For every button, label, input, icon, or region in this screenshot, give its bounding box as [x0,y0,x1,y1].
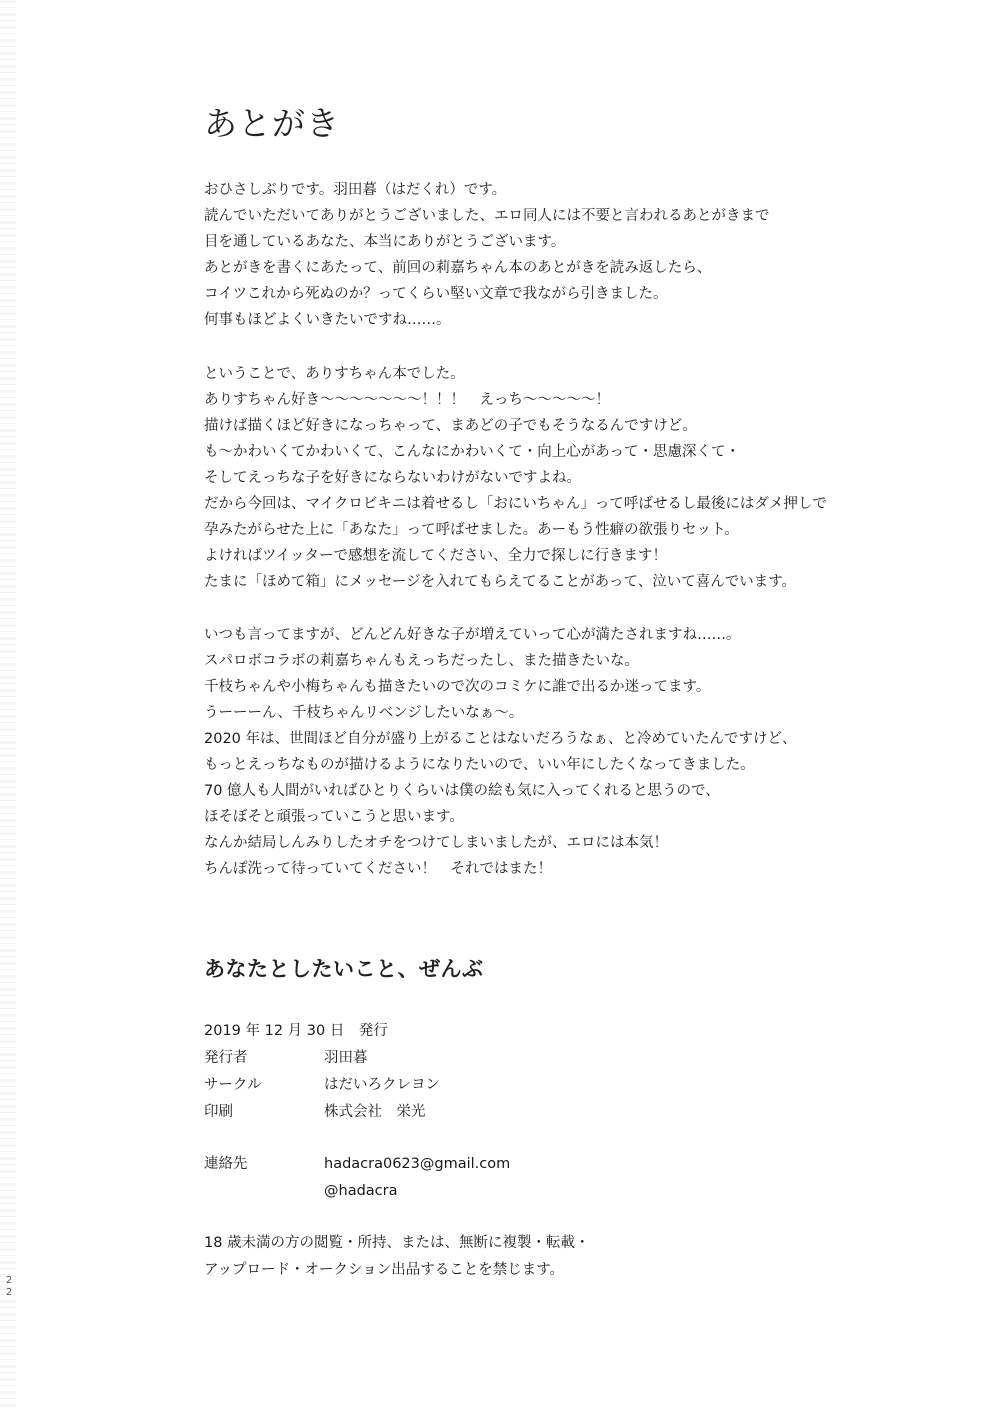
colophon-value: 羽田暮 [324,1050,368,1066]
publish-date: 2019 年 12 月 30 日 発行 [204,1023,388,1039]
text-line: 読んでいただいてありがとうございました、エロ同人には不要と言われるあとがきまで [204,208,770,224]
age-restriction-notice [204,1230,590,1284]
text-line: もっとえっちなものが描けるようになりたいので、いい年にしたくなってきました。 [204,757,755,773]
notice-line: アップロード・オークション出品することを禁じます。 [204,1262,565,1278]
text-line: あとがきを書くにあたって、前回の莉嘉ちゃん本のあとがきを読み返したら、 [204,260,712,276]
text-line: だから今回は、マイクロビキニは着せるし「おにいちゃん」って呼ばせるし最後にはダメ押しで [204,496,827,512]
contact-email: hadacra0623@gmail.com [324,1156,511,1172]
text-line: ほそぼそと頑張っていこうと思います。 [204,809,464,825]
colophon-value: 株式会社 栄光 [324,1104,426,1120]
text-line: スパロボコラボの莉嘉ちゃんもえっちだったし、また描きたいな。 [204,653,639,669]
text-line: なんか結局しんみりしたオチをつけてしまいましたが、エロには本気！ [204,835,668,851]
page-title: あとがき [204,104,340,143]
text-line: うーーーん、千枝ちゃんリベンジしたいなぁ〜。 [204,705,524,721]
text-line: よければツイッターで感想を流してください、全力で探しに行きます！ [204,548,667,564]
text-line: コイツこれから死ぬのか？ってくらい堅い文章で我ながら引きました。 [204,286,668,302]
colophon-value: はだいろクレヨン [324,1077,440,1093]
notice-line: 18 歳未満の方の閲覧・所持、または、無断に複製・転載・ [204,1235,590,1251]
text-line: も〜かわいくてかわいくて、こんなにかわいくて・向上心があって・思慮深くて・ [204,444,741,460]
text-line: 描けば描くほど好きになっちゃって、まあどの子でもそうなるんですけど。 [204,418,697,434]
colophon-label: 印刷 [204,1104,233,1120]
text-line: そしてえっちな子を好きにならないわけがないですよね。 [204,470,581,486]
contact-twitter: @hadacra [324,1183,398,1199]
text-line: いつも言ってますが、どんどん好きな子が増えていって心が満たされますね……。 [204,627,741,643]
book-title: あなたとしたいこと、ぜんぶ [204,957,484,981]
text-line: ありすちゃん好き〜〜〜〜〜〜〜！！！ えっち〜〜〜〜〜！ [204,392,610,408]
afterword-paragraph-2 [204,361,827,595]
text-line: 目を通しているあなた、本当にありがとうございます。 [204,234,566,250]
text-line: 2020 年は、世間ほど自分が盛り上がることはないだろうなぁ、と冷めていたんですけど、 [204,731,797,747]
afterword-paragraph-3 [204,622,797,882]
page-number: 22 [5,1275,13,1298]
afterword-paragraph-1 [204,177,770,333]
text-line: ちんぽ洗って待っていてください！ それではまた！ [204,861,552,877]
text-line: 孕みたがらせた上に「あなた」って呼ばせました。あーもう性癖の欲張りセット。 [204,522,739,538]
contact-label: 連絡先 [204,1156,248,1172]
colophon-label: サークル [204,1077,262,1093]
colophon-label: 発行者 [204,1050,248,1066]
text-line: 千枝ちゃんや小梅ちゃんも描きたいので次のコミケに誰で出るか迷ってます。 [204,679,711,695]
text-line: たまに「ほめて箱」にメッセージを入れてもらえてることがあって、泣いて喜んでいます。 [204,574,797,590]
text-line: 何事もほどよくいきたいですね……。 [204,312,451,328]
text-line: おひさしぶりです。羽田暮（はだくれ）です。 [204,182,507,198]
page-edge-texture [0,0,16,1410]
text-line: ということで、ありすちゃん本でした。 [204,366,465,382]
text-line: 70 億人も人間がいればひとりくらいは僕の絵も気に入ってくれると思うので、 [204,783,720,799]
